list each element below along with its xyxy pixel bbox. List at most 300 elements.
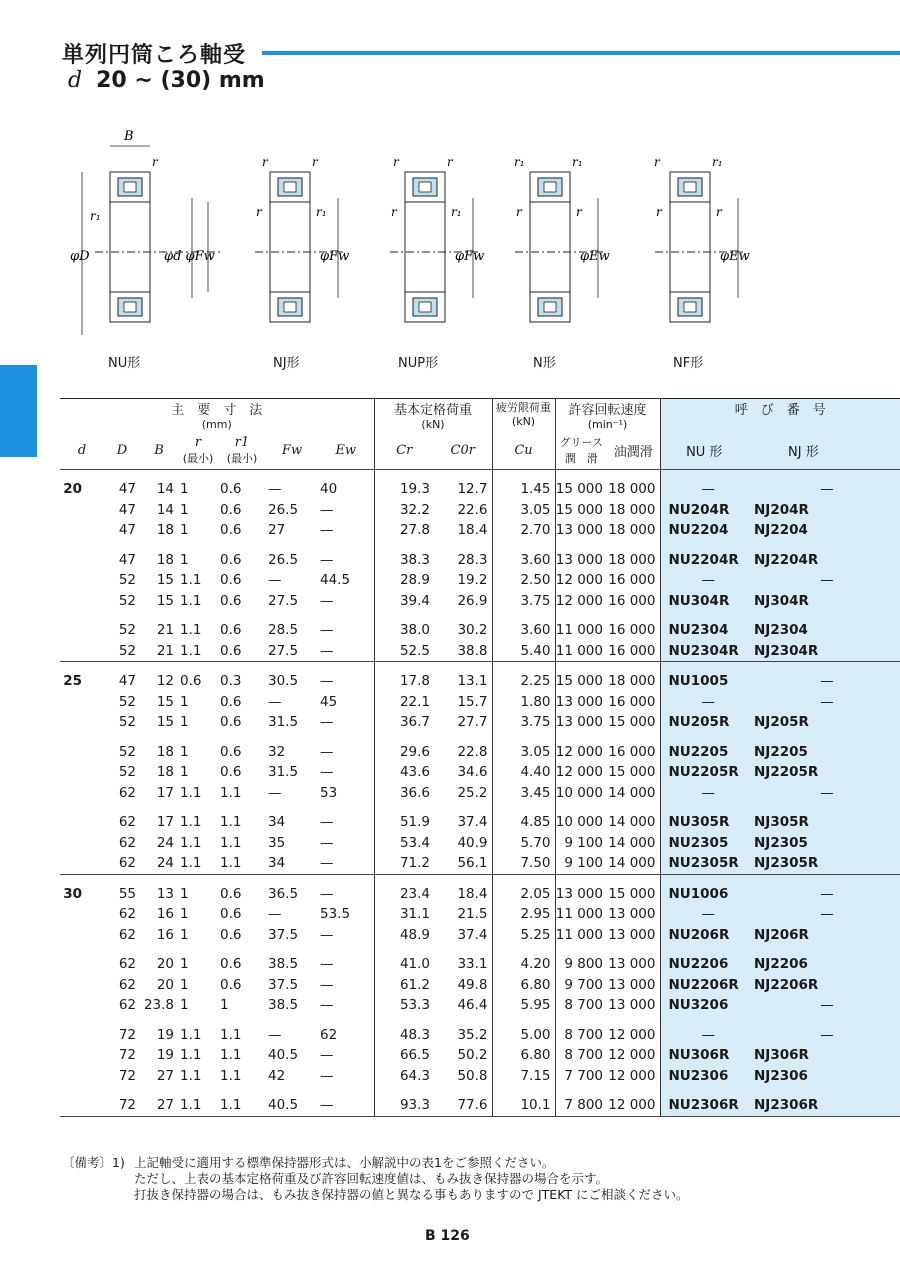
table-cell bbox=[60, 833, 104, 854]
table-cell: 0.6 bbox=[220, 642, 242, 659]
diagram-label-nu: NU形 bbox=[108, 356, 141, 371]
table-cell: 3.60 bbox=[492, 620, 555, 641]
table-row bbox=[60, 904, 900, 925]
table-cell: NU206R bbox=[660, 925, 748, 946]
table-cell: 1.1 bbox=[180, 1067, 202, 1084]
col-d: d bbox=[60, 431, 104, 470]
table-cell: 13 000 bbox=[608, 956, 656, 973]
diagram-nup bbox=[390, 155, 484, 322]
table-cell: — bbox=[660, 783, 748, 804]
table-cell: 1 bbox=[180, 714, 189, 731]
table-row bbox=[60, 712, 900, 733]
table-cell: 51.9 bbox=[374, 812, 434, 833]
table-cell: 37.5 bbox=[268, 976, 299, 993]
table-cell: NJ2306 bbox=[748, 1066, 900, 1087]
table-cell: 1.1 bbox=[180, 642, 202, 659]
table-cell: 26.5 bbox=[268, 551, 299, 568]
svg-text:r: r bbox=[312, 155, 318, 169]
table-cell: NU304R bbox=[660, 591, 748, 612]
table-cell: 28.5 bbox=[268, 622, 299, 639]
svg-text:r: r bbox=[393, 155, 399, 169]
table-cell: 24 bbox=[156, 855, 174, 872]
table-cell: 52 bbox=[118, 743, 136, 760]
table-cell: 39.4 bbox=[374, 591, 434, 612]
table-cell: 18 000 bbox=[608, 673, 656, 690]
bearing-table bbox=[60, 398, 900, 1117]
table-cell: 45 bbox=[320, 693, 338, 710]
table-cell: 12 bbox=[156, 673, 174, 690]
table-cell: 1 bbox=[180, 926, 189, 943]
table-cell: — bbox=[268, 906, 282, 923]
table-row bbox=[60, 742, 900, 763]
table-cell: 62 bbox=[118, 834, 136, 851]
table-cell: 0.6 bbox=[220, 592, 242, 609]
table-cell: 15.7 bbox=[457, 693, 488, 710]
table-cell: 18 bbox=[156, 522, 174, 539]
table-cell: NU1006 bbox=[660, 884, 748, 905]
diagram-nf bbox=[654, 155, 750, 322]
table-cell: 18 000 bbox=[608, 501, 656, 518]
table-cell: 3.75 bbox=[492, 712, 555, 733]
page-number: B 126 bbox=[425, 1228, 470, 1244]
table-row bbox=[60, 591, 900, 612]
table-cell: 1 bbox=[180, 956, 189, 973]
table-cell: 1.80 bbox=[492, 692, 555, 713]
table-cell: 16 000 bbox=[608, 622, 656, 639]
table-cell: 15 000 bbox=[608, 885, 656, 902]
table-row bbox=[60, 520, 900, 541]
table-row bbox=[60, 1066, 900, 1087]
table-cell: 0.6 bbox=[220, 926, 242, 943]
remarks-line-1: 上記軸受に適用する標準保持器形式は、小解説中の表1をご参照ください。 bbox=[134, 1155, 555, 1170]
table-cell: 21 bbox=[156, 622, 174, 639]
table-cell: 28.9 bbox=[374, 570, 434, 591]
table-cell: — bbox=[748, 570, 900, 591]
table-cell: 21.5 bbox=[457, 906, 488, 923]
table-cell: 13 000 bbox=[608, 997, 656, 1014]
table-cell: 52.5 bbox=[374, 641, 434, 662]
table-cell: 0.6 bbox=[220, 885, 242, 902]
table-cell: 23.4 bbox=[374, 884, 434, 905]
table-cell: — bbox=[320, 714, 334, 731]
svg-text:r: r bbox=[656, 205, 662, 219]
table-cell: 5.25 bbox=[492, 925, 555, 946]
table-cell: 32 bbox=[268, 743, 286, 760]
table-cell: 8 700 bbox=[555, 1045, 607, 1066]
diagram-label-n: N形 bbox=[533, 356, 556, 371]
table-cell: 0.6 bbox=[220, 743, 242, 760]
svg-text:r₁: r₁ bbox=[572, 155, 583, 169]
table-cell: NJ2305 bbox=[748, 833, 900, 854]
table-cell: — bbox=[320, 1067, 334, 1084]
table-row bbox=[60, 692, 900, 713]
table-cell: 0.6 bbox=[220, 522, 242, 539]
table-cell: 2.95 bbox=[492, 904, 555, 925]
table-cell: 31.5 bbox=[268, 764, 299, 781]
svg-text:r: r bbox=[654, 155, 660, 169]
table-cell: 18 000 bbox=[608, 551, 656, 568]
table-cell: 18 bbox=[156, 551, 174, 568]
table-cell: 7.50 bbox=[492, 853, 555, 874]
header-number: 呼 び 番 号 bbox=[660, 399, 900, 432]
table-cell: 24 bbox=[156, 834, 174, 851]
table-cell: 5.70 bbox=[492, 833, 555, 854]
table-cell bbox=[60, 954, 104, 975]
col-Fw: Fw bbox=[266, 431, 318, 470]
table-cell bbox=[60, 692, 104, 713]
table-cell: — bbox=[320, 592, 334, 609]
table-cell: 0.6 bbox=[220, 956, 242, 973]
table-cell: 62 bbox=[320, 1026, 338, 1043]
table-cell: 0.6 bbox=[220, 693, 242, 710]
svg-text:r: r bbox=[516, 205, 522, 219]
table-cell: 17.8 bbox=[374, 671, 434, 692]
table-cell: 41.0 bbox=[374, 954, 434, 975]
table-row bbox=[60, 812, 900, 833]
table-cell: — bbox=[320, 814, 334, 831]
table-cell: 38.5 bbox=[268, 956, 299, 973]
bearing-diagrams bbox=[60, 120, 780, 355]
header-fatigue: 疲労限荷重 (kN) bbox=[492, 399, 555, 432]
table-cell: 48.3 bbox=[374, 1025, 434, 1046]
table-cell: 62 bbox=[118, 926, 136, 943]
table-cell: 1.1 bbox=[220, 1067, 242, 1084]
table-row bbox=[60, 1095, 900, 1116]
table-cell: 72 bbox=[118, 1047, 136, 1064]
table-cell: 18 000 bbox=[608, 522, 656, 539]
col-Cu: Cu bbox=[492, 431, 555, 470]
col-C0r: C0r bbox=[434, 431, 492, 470]
table-cell: 29.6 bbox=[374, 742, 434, 763]
table-cell: 1 bbox=[180, 481, 189, 498]
table-cell: 4.40 bbox=[492, 762, 555, 783]
table-cell: 0.6 bbox=[220, 906, 242, 923]
table-cell: NJ2306R bbox=[748, 1095, 900, 1116]
table-cell: 21 bbox=[156, 642, 174, 659]
table-cell: NJ2204 bbox=[748, 520, 900, 541]
diagram-nj bbox=[255, 155, 349, 322]
table-cell: 37.4 bbox=[457, 814, 488, 831]
table-cell: — bbox=[268, 693, 282, 710]
table-cell: 1.1 bbox=[180, 814, 202, 831]
table-cell: 13 000 bbox=[608, 976, 656, 993]
table-cell: 1.1 bbox=[180, 572, 202, 589]
table-cell: 15 000 bbox=[555, 500, 607, 521]
diagram-label-nj: NJ形 bbox=[273, 356, 300, 371]
table-cell: 5.95 bbox=[492, 995, 555, 1016]
table-cell bbox=[60, 550, 104, 571]
table-cell: 1.1 bbox=[180, 1026, 202, 1043]
table-row bbox=[60, 500, 900, 521]
table-cell: 30.5 bbox=[268, 673, 299, 690]
table-cell: NU305R bbox=[660, 812, 748, 833]
table-cell: 1 bbox=[180, 906, 189, 923]
table-cell: 10 000 bbox=[555, 812, 607, 833]
table-cell: 13 000 bbox=[555, 884, 607, 905]
table-cell: 27.5 bbox=[268, 642, 299, 659]
table-cell: 49.8 bbox=[457, 976, 488, 993]
table-cell: 7 800 bbox=[555, 1095, 607, 1116]
table-cell: 50.8 bbox=[457, 1067, 488, 1084]
table-cell: NJ2304R bbox=[748, 641, 900, 662]
svg-text:r: r bbox=[716, 205, 722, 219]
table-cell: NJ2305R bbox=[748, 853, 900, 874]
table-cell: 47 bbox=[118, 551, 136, 568]
table-cell: 1.1 bbox=[180, 592, 202, 609]
table-cell: 27.7 bbox=[457, 714, 488, 731]
table-cell: 40.5 bbox=[268, 1047, 299, 1064]
table-cell bbox=[60, 995, 104, 1016]
table-cell: 52 bbox=[118, 592, 136, 609]
table-cell: 17 bbox=[156, 814, 174, 831]
table-cell: 15 000 bbox=[555, 671, 607, 692]
svg-text:B: B bbox=[124, 129, 134, 144]
table-cell: 12 000 bbox=[555, 762, 607, 783]
page-title: 単列円筒ころ軸受 bbox=[62, 43, 247, 68]
table-cell: 15 000 bbox=[555, 479, 607, 500]
table-cell: 2.50 bbox=[492, 570, 555, 591]
table-cell: — bbox=[320, 885, 334, 902]
table-cell: 4.85 bbox=[492, 812, 555, 833]
col-D: D bbox=[104, 431, 140, 470]
table-cell: — bbox=[660, 692, 748, 713]
table-cell: 14 000 bbox=[608, 855, 656, 872]
table-cell: 13 000 bbox=[555, 520, 607, 541]
header-load: 基本定格荷重 (kN) bbox=[374, 399, 492, 432]
table-cell: 1 bbox=[180, 551, 189, 568]
table-cell: NU204R bbox=[660, 500, 748, 521]
page-subtitle bbox=[62, 68, 265, 93]
table-cell: 12 000 bbox=[608, 1026, 656, 1043]
remarks-num: 1) bbox=[112, 1155, 125, 1170]
table-cell: 16 000 bbox=[608, 693, 656, 710]
table-cell: 56.1 bbox=[457, 855, 488, 872]
table-cell: — bbox=[748, 671, 900, 692]
table-cell: NJ2204R bbox=[748, 550, 900, 571]
table-cell: 44.5 bbox=[320, 572, 351, 589]
table-cell: 8 700 bbox=[555, 995, 607, 1016]
table-cell: 27.5 bbox=[268, 592, 299, 609]
table-cell: 5.40 bbox=[492, 641, 555, 662]
table-cell bbox=[60, 712, 104, 733]
table-cell: NJ205R bbox=[748, 712, 900, 733]
table-cell: — bbox=[748, 904, 900, 925]
table-cell: 13 000 bbox=[555, 550, 607, 571]
table-cell: 30.2 bbox=[457, 622, 488, 639]
table-cell: 27 bbox=[268, 522, 286, 539]
table-cell: 38.3 bbox=[374, 550, 434, 571]
table-cell: 1 bbox=[180, 976, 189, 993]
table-cell: 3.05 bbox=[492, 500, 555, 521]
table-cell: 72 bbox=[118, 1097, 136, 1114]
table-cell: — bbox=[320, 501, 334, 518]
table-cell: 0.6 bbox=[220, 622, 242, 639]
table-cell: 1.1 bbox=[180, 1047, 202, 1064]
table-cell: NU2205R bbox=[660, 762, 748, 783]
table-row bbox=[60, 833, 900, 854]
table-cell: 34.6 bbox=[457, 764, 488, 781]
table-cell: 72 bbox=[118, 1026, 136, 1043]
table-cell bbox=[60, 925, 104, 946]
table-cell: 5.00 bbox=[492, 1025, 555, 1046]
table-cell: NJ2205R bbox=[748, 762, 900, 783]
table-cell: — bbox=[660, 479, 748, 500]
table-cell: NU2305 bbox=[660, 833, 748, 854]
table-cell: 1.1 bbox=[220, 1047, 242, 1064]
table-cell: 28.3 bbox=[457, 551, 488, 568]
table-cell: 1 bbox=[180, 522, 189, 539]
table-cell: — bbox=[268, 784, 282, 801]
table-row bbox=[60, 671, 900, 692]
table-cell: — bbox=[748, 692, 900, 713]
table-cell: 52 bbox=[118, 572, 136, 589]
table-cell: 40.5 bbox=[268, 1097, 299, 1114]
table-cell: 13.1 bbox=[457, 673, 488, 690]
col-Ew: Ew bbox=[318, 431, 374, 470]
table-cell: 12 000 bbox=[608, 1067, 656, 1084]
table-cell: 15 bbox=[156, 592, 174, 609]
table-cell: 14 000 bbox=[608, 784, 656, 801]
table-cell bbox=[60, 975, 104, 996]
table-cell: 1 bbox=[180, 997, 189, 1014]
table-cell: 0.6 bbox=[220, 481, 242, 498]
table-cell: 42 bbox=[268, 1067, 286, 1084]
table-cell: — bbox=[320, 622, 334, 639]
table-cell: — bbox=[320, 1097, 334, 1114]
table-row bbox=[60, 1025, 900, 1046]
table-cell: NU2306R bbox=[660, 1095, 748, 1116]
table-cell: 3.60 bbox=[492, 550, 555, 571]
col-oil: 油潤滑 bbox=[607, 431, 660, 470]
table-cell: 1 bbox=[220, 997, 229, 1014]
table-cell: 18.4 bbox=[457, 885, 488, 902]
table-cell: 52 bbox=[118, 693, 136, 710]
table-cell: 62 bbox=[118, 784, 136, 801]
table-cell: 3.45 bbox=[492, 783, 555, 804]
subtitle-symbol: d bbox=[68, 68, 83, 93]
table-cell: 7 700 bbox=[555, 1066, 607, 1087]
table-cell: — bbox=[268, 1026, 282, 1043]
table-cell: — bbox=[660, 1025, 748, 1046]
table-cell: 0.6 bbox=[220, 501, 242, 518]
table-cell: 3.75 bbox=[492, 591, 555, 612]
table-cell: 12 000 bbox=[608, 1097, 656, 1114]
table-cell: 11 000 bbox=[555, 925, 607, 946]
table-cell: — bbox=[320, 642, 334, 659]
col-nj: NJ 形 bbox=[748, 431, 900, 470]
table-cell: NU306R bbox=[660, 1045, 748, 1066]
table-cell: 11 000 bbox=[555, 620, 607, 641]
svg-text:r₁: r₁ bbox=[514, 155, 525, 169]
table-cell: 36.5 bbox=[268, 885, 299, 902]
table-cell: 1.1 bbox=[180, 622, 202, 639]
table-cell: 20 bbox=[63, 481, 82, 498]
col-grease: グリース 潤 滑 bbox=[555, 431, 607, 470]
remarks-label: 〔備考〕 bbox=[62, 1155, 113, 1170]
table-cell: 1 bbox=[180, 885, 189, 902]
col-B: B bbox=[140, 431, 178, 470]
table-cell: 13 000 bbox=[555, 712, 607, 733]
table-cell: 22.8 bbox=[457, 743, 488, 760]
table-cell: NJ2206 bbox=[748, 954, 900, 975]
table-row bbox=[60, 620, 900, 641]
table-cell: 53.4 bbox=[374, 833, 434, 854]
table-cell: — bbox=[748, 783, 900, 804]
table-cell: 32.2 bbox=[374, 500, 434, 521]
table-cell: 16 000 bbox=[608, 642, 656, 659]
svg-text:φFw: φFw bbox=[320, 249, 350, 264]
table-row bbox=[60, 954, 900, 975]
table-cell: 1.1 bbox=[220, 834, 242, 851]
table-cell: 16 000 bbox=[608, 592, 656, 609]
table-cell: NU1005 bbox=[660, 671, 748, 692]
table-cell: NJ2304 bbox=[748, 620, 900, 641]
table-cell: 19 bbox=[156, 1026, 174, 1043]
table-cell: 11 000 bbox=[555, 904, 607, 925]
table-cell: 3.05 bbox=[492, 742, 555, 763]
table-cell: NU2305R bbox=[660, 853, 748, 874]
table-cell: 12 000 bbox=[555, 742, 607, 763]
table-cell bbox=[60, 620, 104, 641]
table-cell: 52 bbox=[118, 642, 136, 659]
table-cell: 1.1 bbox=[220, 784, 242, 801]
table-cell: 37.4 bbox=[457, 926, 488, 943]
table-cell: — bbox=[748, 1025, 900, 1046]
table-cell: NJ2206R bbox=[748, 975, 900, 996]
table-cell: — bbox=[320, 743, 334, 760]
table-cell: NU2204R bbox=[660, 550, 748, 571]
svg-text:φEw: φEw bbox=[720, 249, 750, 264]
table-cell: 19 bbox=[156, 1047, 174, 1064]
table-cell bbox=[60, 1066, 104, 1087]
table-cell: — bbox=[268, 572, 282, 589]
table-cell: 47 bbox=[118, 501, 136, 518]
table-cell bbox=[60, 783, 104, 804]
diagram-n bbox=[514, 155, 610, 322]
table-cell: 93.3 bbox=[374, 1095, 434, 1116]
table-cell: 9 100 bbox=[555, 853, 607, 874]
table-cell: 53.3 bbox=[374, 995, 434, 1016]
header-main-dims: 主 要 寸 法 (mm) bbox=[60, 399, 374, 432]
table-cell: 0.6 bbox=[220, 551, 242, 568]
table-row bbox=[60, 762, 900, 783]
table-cell: — bbox=[268, 481, 282, 498]
svg-text:r₁: r₁ bbox=[90, 209, 101, 223]
table-cell: 0.6 bbox=[220, 976, 242, 993]
table-cell: — bbox=[748, 995, 900, 1016]
table-cell: 1 bbox=[180, 501, 189, 518]
table-row bbox=[60, 975, 900, 996]
table-cell: NJ305R bbox=[748, 812, 900, 833]
table-cell: 15 bbox=[156, 714, 174, 731]
table-cell: 10 000 bbox=[555, 783, 607, 804]
table-cell: 1 bbox=[180, 693, 189, 710]
table-cell: 11 000 bbox=[555, 641, 607, 662]
table-cell: 52 bbox=[118, 714, 136, 731]
svg-text:r: r bbox=[447, 155, 453, 169]
table-cell: 34 bbox=[268, 814, 286, 831]
table-cell: — bbox=[320, 522, 334, 539]
table-cell: 31.5 bbox=[268, 714, 299, 731]
table-cell: 52 bbox=[118, 764, 136, 781]
table-cell: — bbox=[320, 673, 334, 690]
svg-text:r: r bbox=[262, 155, 268, 169]
table-cell: 2.70 bbox=[492, 520, 555, 541]
table-cell: 62 bbox=[118, 855, 136, 872]
table-cell: 6.80 bbox=[492, 975, 555, 996]
table-cell: 1.1 bbox=[180, 855, 202, 872]
table-cell bbox=[60, 853, 104, 874]
